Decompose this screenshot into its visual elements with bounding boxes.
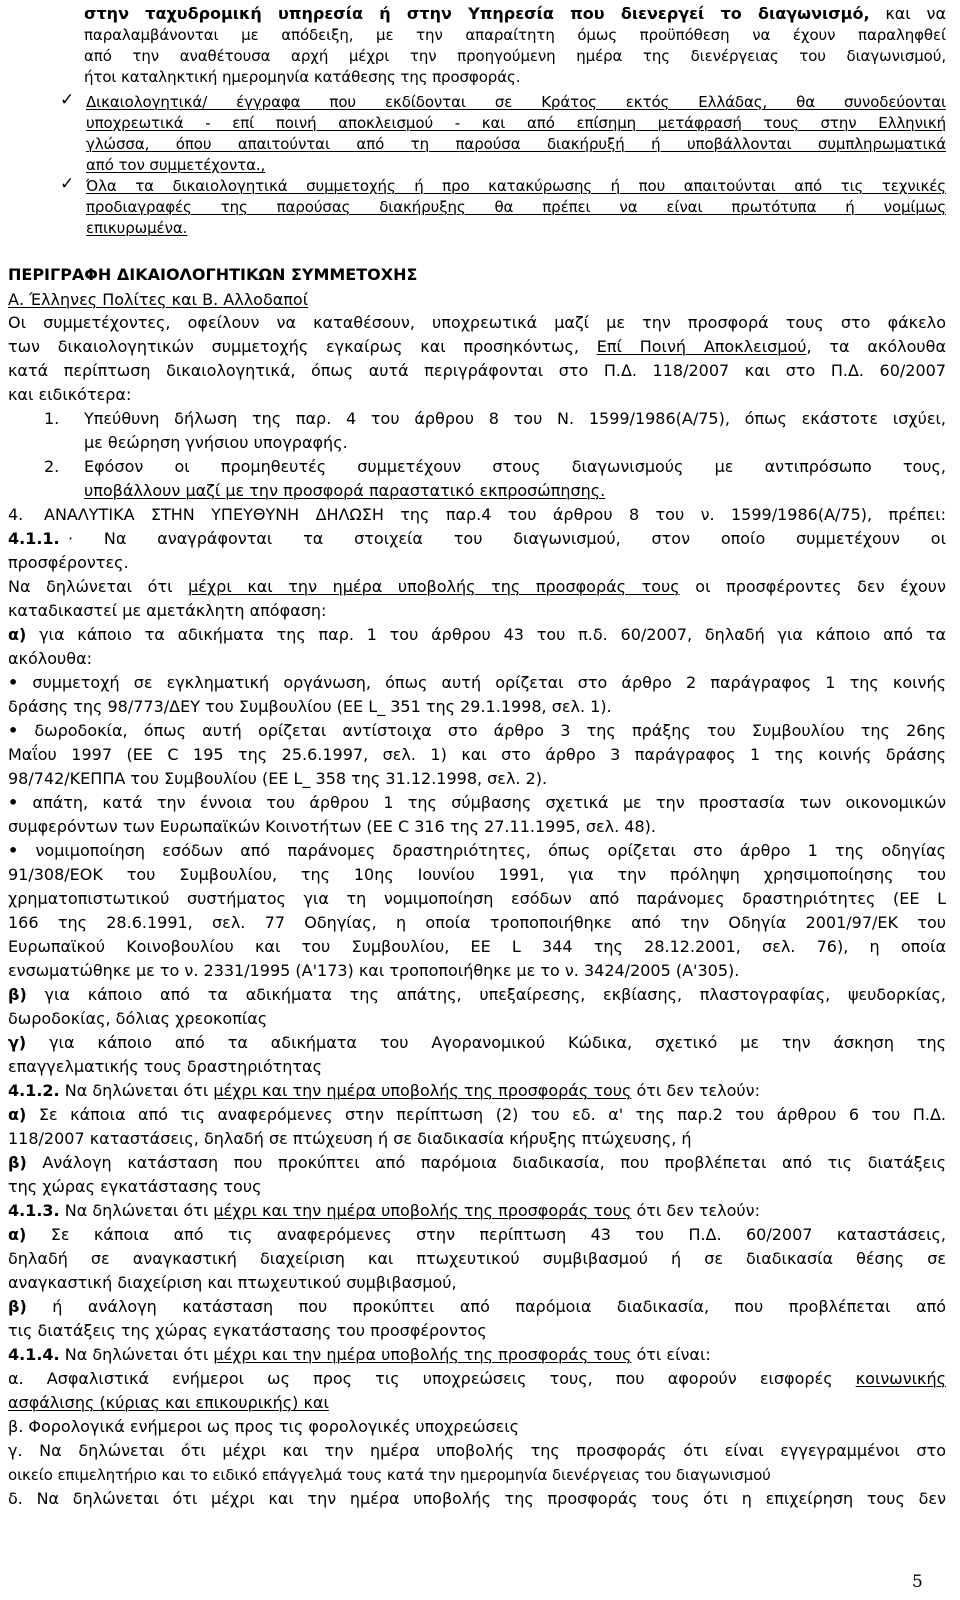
alpha-underlined: κοινωνικής bbox=[855, 1369, 946, 1388]
subsection-4-1-4-underlined: μέχρι και την ημέρα υποβολής της προσφοράς τους bbox=[213, 1345, 632, 1364]
section-subheading: Α. Έλληνες Πολίτες και Β. Αλλοδαποί bbox=[8, 290, 309, 309]
declaration-text: οι προσφέροντες δεν έχουν bbox=[679, 577, 946, 596]
bullet-icon: • bbox=[8, 793, 19, 812]
beta-label: β) bbox=[8, 1297, 27, 1316]
beta-label: β) bbox=[8, 1153, 27, 1172]
item-alpha-text: για κάποιο τα αδικήματα της παρ. 1 του άρθρου 43 του π.δ. 60/2007, δηλαδή για κάποιο από τα bbox=[26, 625, 946, 644]
subsection-4-1-1-text: · Να αναγράφονται τα στοιχεία του διαγωνισμού, στον οποίο συμμετέχουν οι bbox=[68, 529, 946, 548]
checklist-item-2-line-1: Όλα τα δικαιολογητικά συμμετοχής ή προ κατακύρωσης ή που απαιτούνται από τις τεχνικές bbox=[86, 177, 946, 195]
alpha-text: α. Ασφαλιστικά ενήμεροι ως προς τις υποχρεώσεις τους, που αφορούν εισφορές bbox=[8, 1369, 856, 1388]
list-number-4: 4. bbox=[8, 505, 24, 524]
item-beta-text: για κάποιο από τα αδικήματα της απάτης, υπεξαίρεσης, εκβίασης, πλαστογραφίας, ψευδορκίας, bbox=[26, 985, 946, 1004]
subsection-number-4-1-2: 4.1.2. bbox=[8, 1081, 60, 1100]
bullet-icon: • bbox=[8, 721, 19, 740]
checklist-item-2-line-3: επικυρωμένα. bbox=[86, 219, 188, 237]
list-item-1-line-2: με θεώρηση γνήσιου υπογραφής. bbox=[84, 433, 348, 452]
subsection-4-1-4-alpha-line-2: ασφάλισης (κύριας και επικουρικής) και bbox=[8, 1393, 329, 1412]
bullet-1-line-1 bbox=[8, 673, 946, 693]
item-gamma-line-2: επαγγελματικής τους δραστηριότητας bbox=[8, 1057, 322, 1076]
subsection-4-1-3-text: ότι δεν τελούν: bbox=[631, 1201, 760, 1220]
paragraph-1-line-4: και ειδικότερα: bbox=[8, 385, 132, 404]
subsection-4-1-2-line-1 bbox=[8, 1081, 760, 1101]
subsection-number-4-1-1: 4.1.1. bbox=[8, 529, 60, 548]
subsection-number-4-1-3: 4.1.3. bbox=[8, 1201, 60, 1220]
paragraph-1-line-3: κατά περίπτωση δικαιολογητικά, όπως αυτά περιγράφονται στο Π.Δ. 118/2007 και στο Π.Δ. 60/2007 bbox=[8, 361, 946, 380]
subsection-4-1-3-beta-line-2: τις διατάξεις της χώρας εγκατάστασης του προσφέροντος bbox=[8, 1321, 487, 1340]
bullet-4-line-3: χρηματοπιστωτικού συστήματος για τη νομιμοποίηση εσόδων από παράνομες δραστηριότητες (ΕΕ L bbox=[8, 889, 946, 908]
list-item-1-line-1: Υπεύθυνη δήλωση της παρ. 4 του άρθρου 8 του Ν. 1599/1986(Α/75), όπως εκάστοτε ισχύει, bbox=[84, 409, 946, 428]
subsection-4-1-3-underlined: μέχρι και την ημέρα υποβολής της προσφοράς τους bbox=[213, 1201, 632, 1220]
bullet-2-line-2: Μαΐου 1997 (ΕΕ C 195 της 25.6.1997, σελ. 1) και στο άρθρο 3 παράγραφος 1 της κοινής δράσης bbox=[8, 745, 946, 764]
bullet-1-text: συμμετοχή σε εγκληματική οργάνωση, όπως αυτή ορίζεται στο άρθρο 2 παράγραφος 1 της κοινής bbox=[18, 673, 946, 692]
bullet-2-line-1 bbox=[8, 721, 946, 741]
subsection-4-1-3-alpha-line-2: δηλαδή σε αναγκαστική διαχείριση και πτωχευτικού συμβιβασμού ή σε διαδικασία θέσης σε bbox=[8, 1249, 946, 1268]
subsection-4-1-3-line-1 bbox=[8, 1201, 760, 1221]
subsection-number-4-1-4: 4.1.4. bbox=[8, 1345, 60, 1364]
item-beta-line-1 bbox=[8, 985, 946, 1005]
intro-bold-text: στην ταχυδρομική υπηρεσία ή στην Υπηρεσία που διενεργεί το διαγωνισμό, bbox=[84, 4, 870, 23]
subsection-4-1-2-text: ότι δεν τελούν: bbox=[631, 1081, 760, 1100]
list-item-4-text: ΑΝΑΛΥΤΙΚΑ ΣΤΗΝ ΥΠΕΥΘΥΝΗ ΔΗΛΩΣΗ της παρ.4 του άρθρου 8 του ν. 1599/1986(Α/75), πρέπει: bbox=[44, 505, 946, 524]
item-gamma-label: γ) bbox=[8, 1033, 27, 1052]
item-beta-label: β) bbox=[8, 985, 27, 1004]
penalty-underlined-text: Επί Ποινή Αποκλεισμού bbox=[596, 337, 807, 356]
checklist-item-2-line-2: προδιαγραφές της παρούσας διακήρυξης θα πρέπει να είναι πρωτότυπα ή νομίμως bbox=[86, 198, 946, 216]
subsection-4-1-3-alpha-line-3: αναγκαστική διαχείριση και πτωχευτικού συμβιβασμού, bbox=[8, 1273, 457, 1292]
bullet-3-line-1 bbox=[8, 793, 946, 813]
item-alpha-line-1 bbox=[8, 625, 946, 645]
alpha-text: Σε κάποια από τις αναφερόμενες στην περίπτωση 43 του Π.Δ. 60/2007 καταστάσεις, bbox=[26, 1225, 946, 1244]
list-item-2-line-1: Εφόσον οι προμηθευτές συμμετέχουν στους διαγωνισμούς με αντιπρόσωπο τους, bbox=[84, 457, 946, 476]
intro-line-2: παραλαμβάνονται με απόδειξη, με την απαραίτητη όμως προϋπόθεση να έχουν παραληφθεί bbox=[84, 26, 946, 44]
alpha-text: Σε κάποια από τις αναφερόμενες στην περίπτωση (2) του εδ. α' της παρ.2 του άρθρου 6 του Π.Δ. bbox=[26, 1105, 946, 1124]
alpha-label: α) bbox=[8, 1225, 27, 1244]
bullet-4-line-2: 91/308/ΕΟΚ του Συμβουλίου, της 10ης Ιουνίου 1991, για την πρόληψη χρησιμοποίησης του bbox=[8, 865, 946, 884]
bullet-2-text: δωροδοκία, όπως αυτή ορίζεται αντίστοιχα στο άρθρο 3 της πράξης του Συμβουλίου της 26ης bbox=[18, 721, 946, 740]
bullet-3-text: απάτη, κατά την έννοια του άρθρου 1 της σύμβασης σχετικά με την προστασία των οικονομικών bbox=[18, 793, 946, 812]
declaration-line-2: καταδικαστεί με αμετάκλητη απόφαση: bbox=[8, 601, 327, 620]
alpha-label: α) bbox=[8, 1105, 27, 1124]
bullet-1-line-2: δράσης της 98/773/ΔΕΥ του Συμβουλίου (ΕΕ L_ 351 της 29.1.1998, σελ. 1). bbox=[8, 697, 612, 716]
subsection-4-1-4-line-1 bbox=[8, 1345, 711, 1365]
page-number: 5 bbox=[912, 1572, 923, 1592]
bullet-4-line-4: 166 της 28.6.1991, σελ. 77 Οδηγίας, η οποία τροποποιήθηκε από την Οδηγία 2001/97/ΕΚ του bbox=[8, 913, 946, 932]
list-number-2: 2. bbox=[44, 457, 60, 476]
paragraph-1-text: , τα ακόλουθα bbox=[806, 337, 947, 356]
subsection-4-1-4-alpha-line-1 bbox=[8, 1369, 946, 1389]
subsection-4-1-3-alpha-line-1 bbox=[8, 1225, 946, 1245]
intro-line-1-rest: και να bbox=[869, 4, 947, 23]
subsection-4-1-2-beta-line-1 bbox=[8, 1153, 946, 1173]
subsection-4-1-4-gamma-line-2: οικείο επιμελητήριο και το ειδικό επάγγελμά τους κατά την ημερομηνία διενέργειας του διαγωνισμού bbox=[8, 1466, 771, 1484]
bullet-4-line-5: Ευρωπαϊκού Κοινοβουλίου και του Συμβουλίου, ΕΕ L 344 της 28.12.2001, σελ. 76), η οποία bbox=[8, 937, 946, 956]
subsection-4-1-4-delta: δ. Να δηλώνεται ότι μέχρι και την ημέρα υποβολής της προσφοράς τους ότι η επιχείρηση τους δεν bbox=[8, 1489, 946, 1508]
subsection-4-1-4-text: ότι είναι: bbox=[631, 1345, 711, 1364]
intro-line-3: από την αναθέτουσα αρχή μέχρι την προηγούμενη ημέρα της διενέργειας του διαγωνισμού, bbox=[84, 47, 946, 65]
checklist-item-1-line-1: Δικαιολογητικά/ έγγραφα που εκδίδονται σε Κράτος εκτός Ελλάδας, θα συνοδεύονται bbox=[86, 93, 946, 111]
checklist-item-1-line-2: υποχρεωτικά - επί ποινή αποκλεισμού - και από επίσημη μετάφρασή τους στην Ελληνική bbox=[86, 114, 946, 132]
subsection-4-1-2-text: Να δηλώνεται ότι bbox=[59, 1081, 214, 1100]
intro-line-1 bbox=[84, 4, 946, 24]
list-number-1: 1. bbox=[44, 409, 60, 428]
paragraph-1-line-2 bbox=[8, 337, 946, 357]
subsection-4-1-4-text: Να δηλώνεται ότι bbox=[59, 1345, 214, 1364]
subsection-4-1-4-beta: β. Φορολογικά ενήμεροι ως προς τις φορολογικές υποχρεώσεις bbox=[8, 1417, 520, 1436]
item-alpha-label: α) bbox=[8, 625, 27, 644]
bullet-2-line-3: 98/742/ΚΕΠΠΑ του Συμβουλίου (ΕΕ L_ 358 της 31.12.1998, σελ. 2). bbox=[8, 769, 548, 788]
subsection-4-1-3-text: Να δηλώνεται ότι bbox=[59, 1201, 214, 1220]
bullet-3-line-2: συμφερόντων των Ευρωπαϊκών Κοινοτήτων (ΕΕ C 316 της 27.11.1995, σελ. 48). bbox=[8, 817, 656, 836]
check-mark-icon: ✓ bbox=[60, 174, 75, 194]
declaration-line-1 bbox=[8, 577, 946, 597]
subsection-4-1-2-underlined: μέχρι και την ημέρα υποβολής της προσφοράς τους bbox=[213, 1081, 632, 1100]
bullet-4-line-6: ενσωματώθηκε με το ν. 2331/1995 (Α'173) και τροποποιήθηκε με το ν. 3424/2005 (Α'305). bbox=[8, 961, 740, 980]
bullet-icon: • bbox=[8, 841, 19, 860]
declaration-underlined-text: μέχρι και την ημέρα υποβολής της προσφοράς τους bbox=[188, 577, 680, 596]
item-gamma-text: για κάποιο από τα αδικήματα του Αγορανομικού Κώδικα, σχετικό με την άσκηση της bbox=[26, 1033, 946, 1052]
intro-line-4: ήτοι καταληκτική ημερομηνία κατάθεσης της προσφοράς. bbox=[84, 68, 521, 86]
item-gamma-line-1 bbox=[8, 1033, 946, 1053]
list-item-2-line-2: υποβάλλουν μαζί με την προσφορά παραστατικό εκπροσώπησης. bbox=[84, 481, 606, 500]
paragraph-1-text: των δικαιολογητικών συμμετοχής εγκαίρως και προσηκόντως, bbox=[8, 337, 597, 356]
subsection-4-1-2-alpha-line-1 bbox=[8, 1105, 946, 1125]
bullet-icon: • bbox=[8, 673, 19, 692]
paragraph-1-line-1: Οι συμμετέχοντες, οφείλουν να καταθέσουν, υποχρεωτικά μαζί με την προσφορά τους στο φάκελο bbox=[8, 313, 946, 332]
item-beta-line-2: δωροδοκίας, δόλιας χρεοκοπίας bbox=[8, 1009, 268, 1028]
declaration-text: Να δηλώνεται ότι bbox=[8, 577, 189, 596]
beta-text: Ανάλογη κατάσταση που προκύπτει από παρόμοια διαδικασία, που προβλέπεται από τις διατάξεις bbox=[26, 1153, 946, 1172]
bullet-4-text: νομιμοποίηση εσόδων από παράνομες δραστηριότητες, όπως ορίζεται στο άρθρο 1 της οδηγίας bbox=[18, 841, 946, 860]
subsection-4-1-2-beta-line-2: της χώρας εγκατάστασης τους bbox=[8, 1177, 262, 1196]
subsection-4-1-4-gamma-line-1: γ. Να δηλώνεται ότι μέχρι και την ημέρα υποβολής της προσφοράς ότι είναι εγγεγραμμένοι στο bbox=[8, 1441, 946, 1460]
checklist-item-1-line-4: από τον συμμετέχοντα., bbox=[86, 156, 266, 174]
checklist-item-1-line-3: γλώσσα, όπου απαιτούνται από τη παρούσα διακήρυξή ή υποβάλλονται συμπληρωματικά bbox=[86, 135, 946, 153]
section-heading: ΠΕΡΙΓΡΑΦΗ ΔΙΚΑΙΟΛΟΓΗΤΙΚΩΝ ΣΥΜΜΕΤΟΧΗΣ bbox=[8, 265, 418, 284]
subsection-4-1-3-beta-line-1 bbox=[8, 1297, 946, 1317]
bullet-4-line-1 bbox=[8, 841, 946, 861]
beta-text: ή ανάλογη κατάσταση που προκύπτει από παρόμοια διαδικασία, που προβλέπεται από bbox=[26, 1297, 946, 1316]
subsection-4-1-2-alpha-line-2: 118/2007 καταστάσεις, δηλαδή σε πτώχευση ή σε διαδικασία κήρυξης πτώχευσης, ή bbox=[8, 1129, 692, 1148]
subsection-4-1-1-line-2: προσφέροντες. bbox=[8, 553, 129, 572]
check-mark-icon: ✓ bbox=[60, 90, 75, 110]
item-alpha-line-2: ακόλουθα: bbox=[8, 649, 93, 668]
